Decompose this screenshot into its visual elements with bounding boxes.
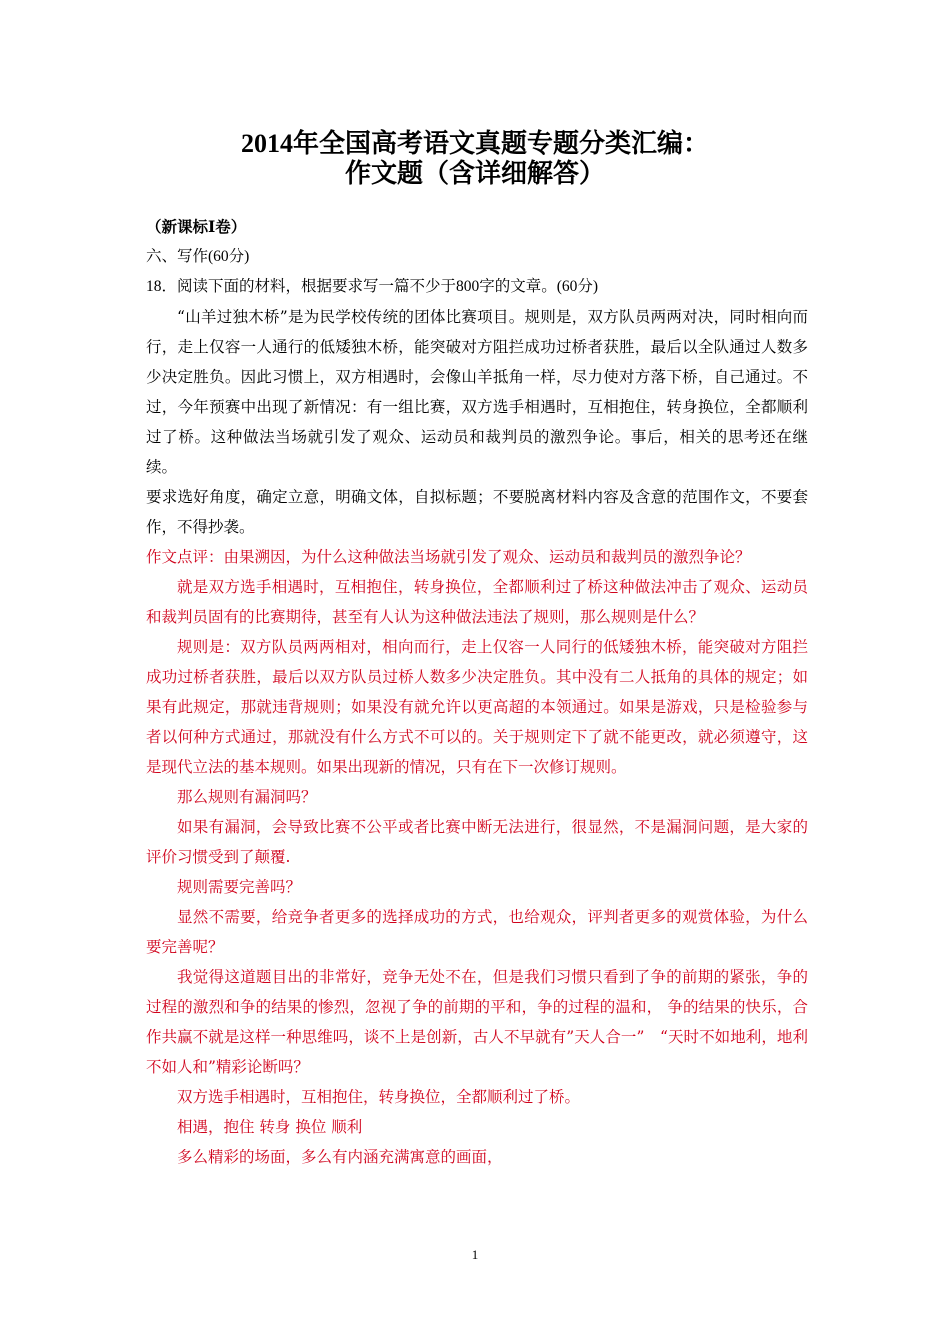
document-body	[146, 212, 808, 1172]
commentary-paragraph: 就是双方选手相遇时，互相抱住，转身换位，全都顺利过了桥这种做法冲击了观众、运动员和裁判员固有的比赛期待，甚至有人认为这种做法违法了规则，那么规则是什么？	[146, 578, 808, 626]
commentary-paragraph: 我觉得这道题目出的非常好，竞争无处不在，但是我们习惯只看到了争的前期的紧张，争的过程的激烈和争的结果的惨烈，忽视了争的前期的平和，争的过程的温和， 争的结果的快乐，合作共赢不就是这样一种思维吗，谈不上是创新，古人不早就有”天人合一” “天时不如地利，地利不如人和”精彩论断吗？	[146, 968, 808, 1076]
commentary-paragraph: 多么精彩的场面，多么有内涵充满寓意的画面，	[177, 1148, 503, 1166]
commentary-paragraph: 作文点评：由果溯因，为什么这种做法当场就引发了观众、运动员和裁判员的激烈争论？	[146, 548, 751, 566]
question-text: 18．阅读下面的材料，根据要求写一篇不少于800字的文章。(60分)	[146, 278, 599, 295]
volume-label: （新课标Ⅰ卷）	[146, 217, 247, 236]
section-heading: 六、写作(60分)	[146, 248, 250, 265]
commentary-paragraph: 规则是：双方队员两两相对，相向而行，走上仅容一人同行的低矮独木桥，能突破对方阻拦成功过桥者获胜，最后以双方队员过桥人数多少决定胜负。其中没有二人抵角的具体的规定；如果有此规定，那就违背规则；如果没有就允许以更高超的本领通过。如果是游戏，只是检验参与者以何种方式通过，那就没有什么方式不可以的。关于规则定下了就不能更改，就必须遵守，这是现代立法的基本规则。如果出现新的情况，只有在下一次修订规则。	[146, 638, 808, 776]
commentary-paragraph: 显然不需要，给竞争者更多的选择成功的方式，也给观众，评判者更多的观赏体验，为什么要完善呢？	[146, 908, 808, 956]
commentary-paragraph: 如果有漏洞，会导致比赛不公平或者比赛中断无法进行，很显然，不是漏洞问题，是大家的评价习惯受到了颠覆.	[146, 818, 808, 866]
commentary-paragraph: 那么规则有漏洞吗？	[177, 788, 317, 806]
commentary-paragraph: 相遇，抱住 转身 换位 顺利	[177, 1118, 363, 1136]
commentary-paragraph: 双方选手相遇时，互相抱住，转身换位，全都顺利过了桥。	[177, 1088, 581, 1106]
commentary-paragraph: 规则需要完善吗？	[177, 878, 302, 896]
material-paragraph: “山羊过独木桥”是为民学校传统的团体比赛项目。规则是，双方队员两两对决，同时相向而行，走上仅容一人通行的低矮独木桥，能突破对方阻拦成功过桥者获胜，最后以全队通过人数多少决定胜负。因此习惯上，双方相遇时，会像山羊抵角一样，尽力使对方落下桥，自己通过。不过，今年预赛中出现了新情况：有一组比赛，双方选手相遇时，互相抱住，转身换位，全都顺利过了桥。这种做法当场就引发了观众、运动员和裁判员的激烈争论。事后，相关的思考还在继续。	[146, 308, 808, 476]
document-title-line1: 2014年全国高考语文真题专题分类汇编：	[240, 129, 709, 158]
requirements-paragraph: 要求选好角度，确定立意，明确文体，自拟标题；不要脱离材料内容及含意的范围作文，不要套作，不得抄袭。	[146, 488, 808, 536]
document-title-line2: 作文题（含详细解答）	[344, 159, 605, 188]
page-number: 1	[471, 1247, 479, 1262]
